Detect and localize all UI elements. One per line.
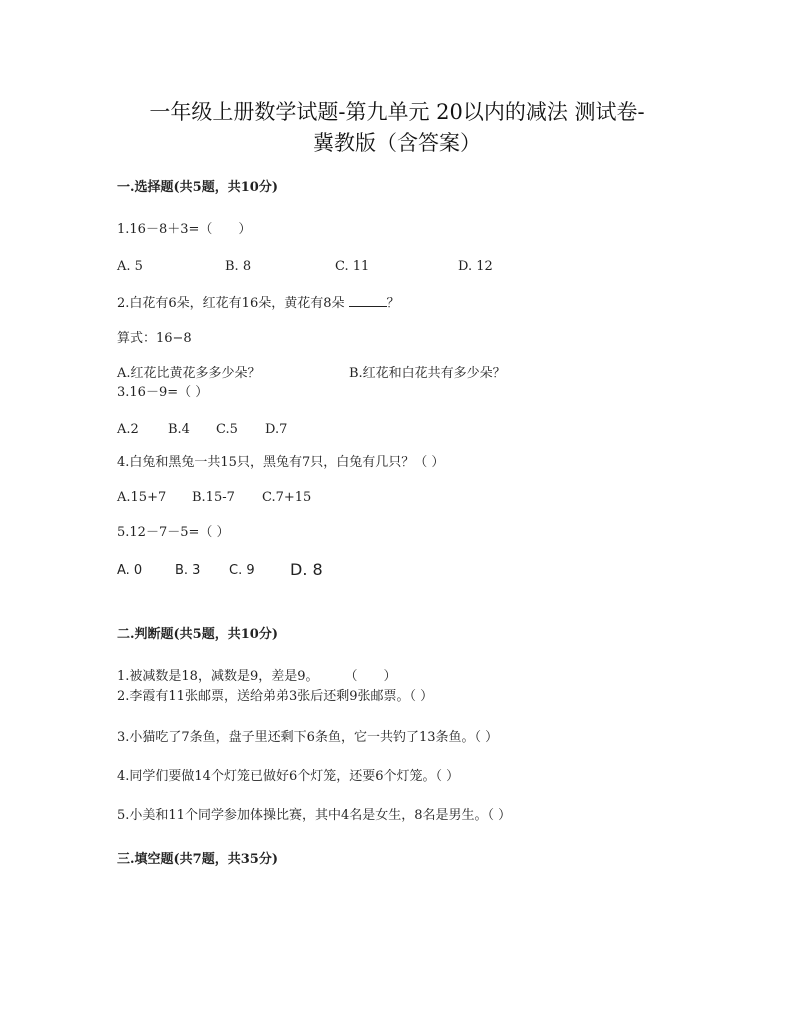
section-heading: 二.判断题(共5题，共10分) — [117, 627, 278, 642]
option-b: B.红花和白花共有多少朵？ — [349, 366, 506, 381]
option-c: C.7+15 — [262, 490, 312, 505]
option-d: D.7 — [265, 422, 288, 437]
section-heading: 一.选择题(共5题，共10分) — [117, 180, 278, 195]
judgment-item-1: 1.被减数是18，减数是9，差是9。 （ ） — [117, 669, 397, 684]
judgment-item-4: 4.同学们要做14个灯笼已做好6个灯笼，还要6个灯笼。（ ） — [117, 769, 460, 784]
option-d: D. 12 — [458, 259, 493, 274]
option-c: C. 11 — [335, 259, 370, 274]
answer-blank — [349, 294, 387, 307]
option-b: B.15-7 — [192, 490, 235, 505]
title-line-1: 一年级上册数学试题-第九单元 20以内的减法 测试卷- — [149, 100, 645, 124]
option-a: A.15+7 — [117, 490, 167, 505]
judgment-item-5: 5.小美和11个同学参加体操比赛，其中4名是女生，8名是男生。（ ） — [117, 808, 512, 823]
option-b: B. 3 — [175, 563, 201, 578]
question-mark: ？ — [386, 296, 400, 311]
question-stem: 4.白兔和黑兔一共15只，黑兔有7只，白兔有几只？（ ） — [117, 455, 445, 470]
judgment-item-3: 3.小猫吃了7条鱼，盘子里还剩下6条鱼，它一共钓了13条鱼。（ ） — [117, 730, 499, 745]
title-line-2: 冀教版（含答案） — [313, 131, 481, 155]
option-b: B. 8 — [225, 259, 252, 274]
section-heading: 三.填空题(共7题，共35分) — [117, 852, 278, 867]
option-a: A.2 — [117, 422, 139, 437]
option-a: A. 5 — [117, 259, 143, 274]
question-text: 2.白花有6朵，红花有16朵，黄花有8朵 — [117, 296, 345, 311]
option-b: B.4 — [168, 422, 190, 437]
judgment-item-2: 2.李霞有11张邮票，送给弟弟3张后还剩9张邮票。（ ） — [117, 689, 434, 704]
option-c: C.5 — [216, 422, 238, 437]
formula-line: 算式：16−8 — [117, 331, 192, 346]
question-stem — [117, 294, 400, 312]
option-d: D. 8 — [290, 560, 323, 579]
question-stem: 1.16－8＋3=（ ） — [117, 222, 252, 237]
option-a: A.红花比黄花多多少朵？ — [117, 366, 261, 381]
question-stem: 3.16－9=（ ） — [117, 385, 209, 400]
option-a: A. 0 — [117, 563, 143, 578]
question-stem: 5.12－7－5=（ ） — [117, 525, 230, 540]
option-c: C. 9 — [229, 563, 255, 578]
